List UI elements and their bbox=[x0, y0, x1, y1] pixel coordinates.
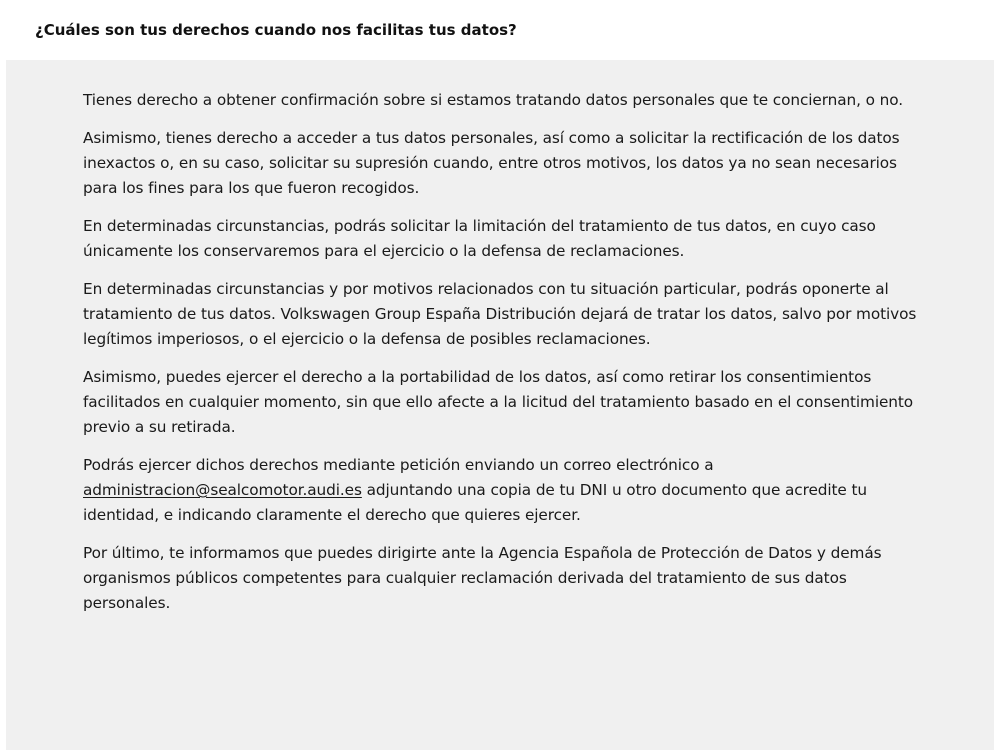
content-body bbox=[83, 88, 928, 629]
email-link[interactable]: administracion@sealcomotor.audi.es bbox=[83, 481, 362, 499]
paragraph-confirmation: Tienes derecho a obtener confirmación sobre si estamos tratando datos personales que te conciernan, o no. bbox=[83, 91, 904, 109]
paragraph-limitation: En determinadas circunstancias, podrás solicitar la limitación del tratamiento de tus datos, en cuyo caso únicamente los conservaremos para el ejercicio o la defensa de reclamaciones. bbox=[83, 217, 876, 260]
section-title: ¿Cuáles son tus derechos cuando nos facilitas tus datos? bbox=[35, 21, 517, 39]
paragraph-access-rectification: Asimismo, tienes derecho a acceder a tus datos personales, así como a solicitar la rectificación de los datos inexactos o, en su caso, solicitar su supresión cuando, entre otros motivos, los datos ya no sean necesarios para los fines para los que fueron recogidos. bbox=[83, 129, 900, 197]
content-panel bbox=[6, 60, 994, 750]
paragraph-contact bbox=[83, 453, 928, 528]
contact-text-after: adjuntando una copia de tu DNI u otro documento que acredite tu identidad, e indicando claramente el derecho que quieres ejercer. bbox=[83, 481, 867, 524]
contact-text-before: Podrás ejercer dichos derechos mediante petición enviando un correo electrónico a bbox=[83, 456, 714, 474]
paragraph-closing: Por último, te informamos que puedes dirigirte ante la Agencia Española de Protección de Datos y demás organismos públicos competentes para cualquier reclamación derivada del tratamiento de sus datos personales. bbox=[83, 544, 882, 612]
paragraph-portability: Asimismo, puedes ejercer el derecho a la portabilidad de los datos, así como retirar los consentimientos facilitados en cualquier momento, sin que ello afecte a la licitud del tratamiento basado en el consentimiento previo a su retirada. bbox=[83, 368, 914, 436]
paragraph-opposition: En determinadas circunstancias y por motivos relacionados con tu situación particular, podrás oponerte al tratamiento de tus datos. Volkswagen Group España Distribución dejará de tratar los datos, salvo por motivos legítimos imperiosos, o el ejercicio o la defensa de posibles reclamaciones. bbox=[83, 280, 917, 348]
